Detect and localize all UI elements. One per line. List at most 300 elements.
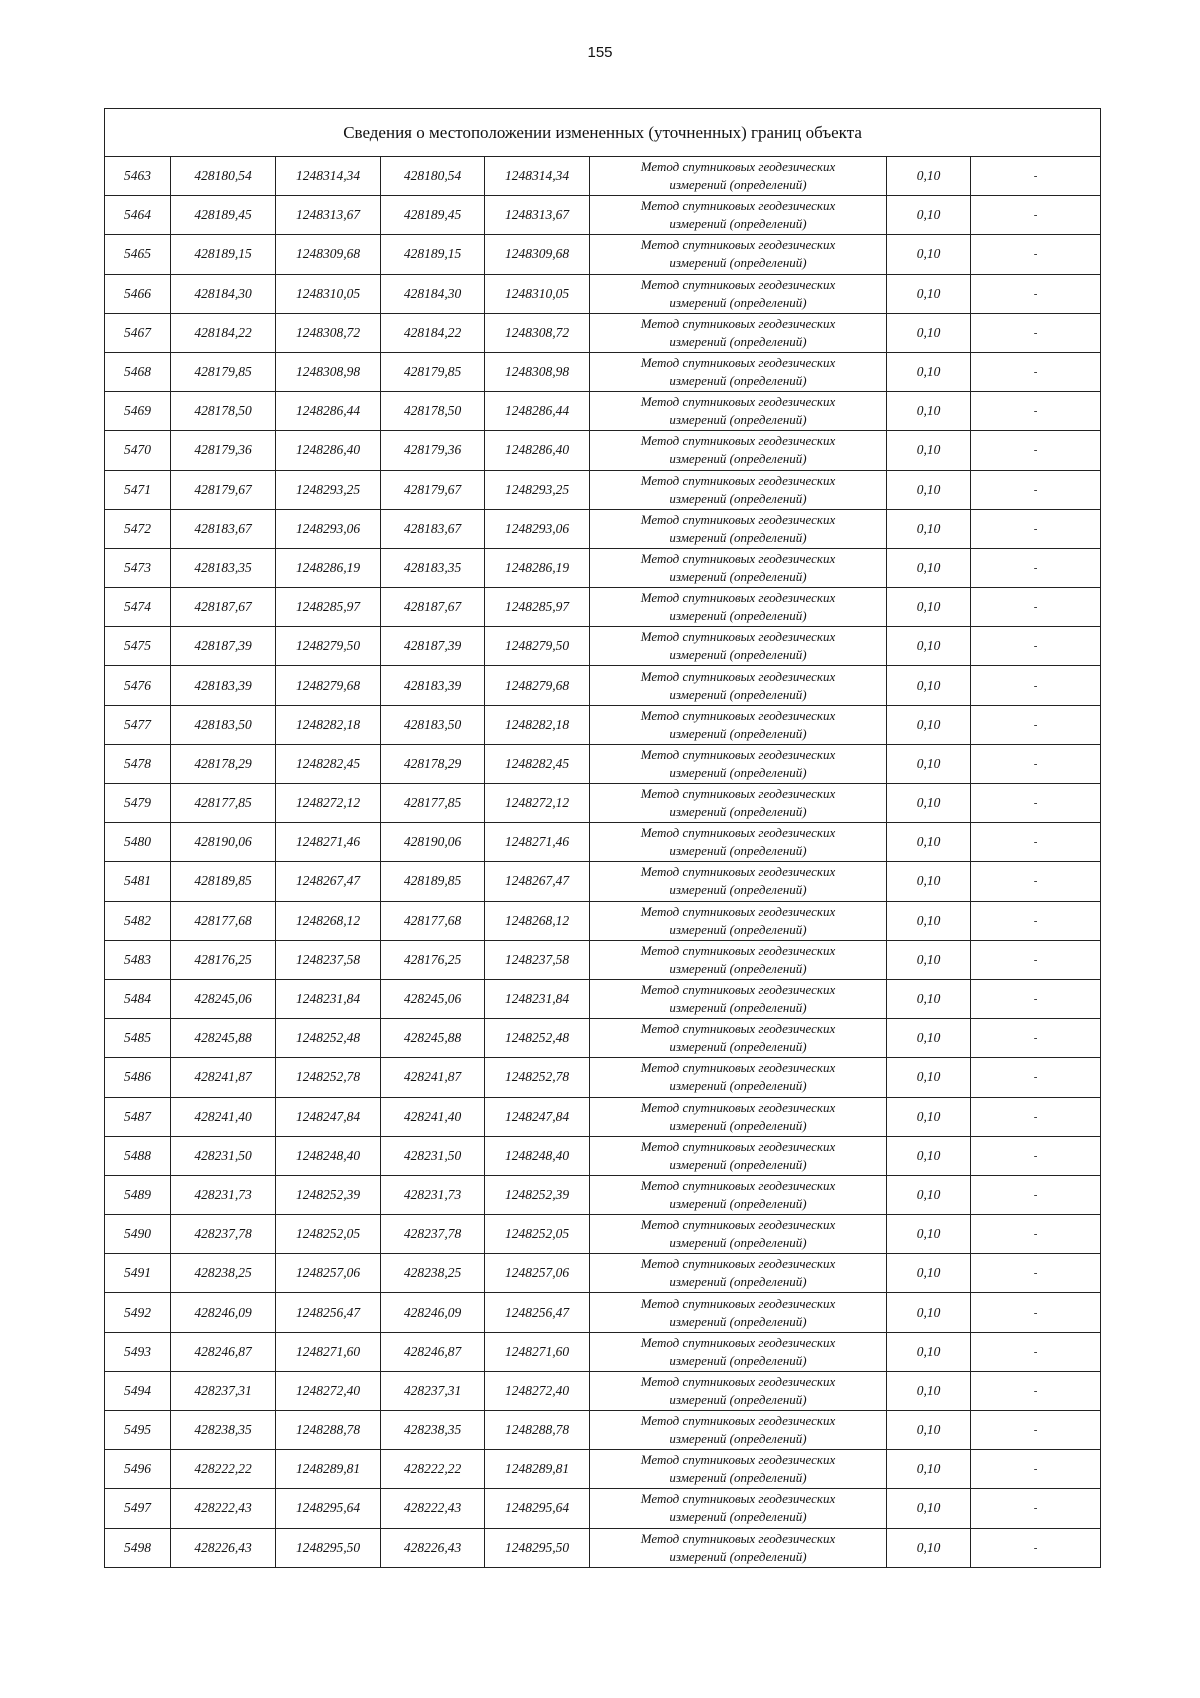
method-cell [590, 901, 887, 940]
existing-y-cell: 1248231,84 [276, 979, 381, 1018]
method-line-1: Метод спутниковых геодезических [640, 825, 836, 841]
refined-x-cell: 428178,50 [381, 392, 485, 431]
method-line-1: Метод спутниковых геодезических [640, 1530, 836, 1546]
note-cell: - [971, 979, 1101, 1018]
existing-x-cell: 428245,88 [171, 1019, 276, 1058]
refined-x-cell: 428179,85 [381, 352, 485, 391]
method-line-1: Метод спутниковых геодезических [640, 707, 836, 723]
table-row [105, 705, 1101, 744]
method-cell [590, 235, 887, 274]
method-line-1: Метод спутниковых геодезических [640, 1217, 836, 1233]
existing-y-cell: 1248293,25 [276, 470, 381, 509]
method-line-2: измерений (определений) [669, 1391, 807, 1407]
table-title: Сведения о местоположении измененных (уточненных) границ объекта [105, 109, 1101, 157]
refined-y-cell: 1248252,48 [485, 1019, 590, 1058]
refined-x-cell: 428222,22 [381, 1450, 485, 1489]
point-number-cell: 5470 [105, 431, 171, 470]
existing-x-cell: 428222,22 [171, 1450, 276, 1489]
existing-y-cell: 1248309,68 [276, 235, 381, 274]
method-cell [590, 470, 887, 509]
accuracy-cell: 0,10 [887, 235, 971, 274]
method-cell [590, 274, 887, 313]
note-cell: - [971, 1450, 1101, 1489]
table-row [105, 1528, 1101, 1567]
note-cell: - [971, 235, 1101, 274]
table-row [105, 1175, 1101, 1214]
table-row [105, 901, 1101, 940]
refined-y-cell: 1248288,78 [485, 1411, 590, 1450]
table-row [105, 1254, 1101, 1293]
existing-y-cell: 1248295,64 [276, 1489, 381, 1528]
existing-x-cell: 428177,85 [171, 784, 276, 823]
method-cell [590, 1058, 887, 1097]
existing-y-cell: 1248247,84 [276, 1097, 381, 1136]
note-cell: - [971, 784, 1101, 823]
method-cell [590, 588, 887, 627]
existing-x-cell: 428178,29 [171, 744, 276, 783]
method-cell [590, 196, 887, 235]
refined-y-cell: 1248271,46 [485, 823, 590, 862]
refined-x-cell: 428177,85 [381, 784, 485, 823]
method-line-1: Метод спутниковых геодезических [640, 550, 836, 566]
method-cell [590, 1293, 887, 1332]
existing-x-cell: 428183,39 [171, 666, 276, 705]
existing-y-cell: 1248279,50 [276, 627, 381, 666]
refined-y-cell: 1248252,78 [485, 1058, 590, 1097]
table-row [105, 1371, 1101, 1410]
point-number-cell: 5493 [105, 1332, 171, 1371]
note-cell: - [971, 1136, 1101, 1175]
method-line-2: измерений (определений) [669, 294, 807, 310]
refined-x-cell: 428245,06 [381, 979, 485, 1018]
refined-x-cell: 428179,36 [381, 431, 485, 470]
note-cell: - [971, 157, 1101, 196]
method-line-2: измерений (определений) [669, 1548, 807, 1564]
method-cell [590, 744, 887, 783]
method-cell [590, 1097, 887, 1136]
point-number-cell: 5466 [105, 274, 171, 313]
method-cell [590, 1175, 887, 1214]
refined-x-cell: 428245,88 [381, 1019, 485, 1058]
refined-y-cell: 1248286,44 [485, 392, 590, 431]
method-line-1: Метод спутниковых геодезических [640, 1138, 836, 1154]
existing-y-cell: 1248308,72 [276, 313, 381, 352]
method-line-1: Метод спутниковых геодезических [640, 1491, 836, 1507]
existing-y-cell: 1248308,98 [276, 352, 381, 391]
note-cell: - [971, 823, 1101, 862]
refined-y-cell: 1248279,68 [485, 666, 590, 705]
refined-y-cell: 1248286,40 [485, 431, 590, 470]
existing-x-cell: 428183,35 [171, 548, 276, 587]
table-row [105, 1489, 1101, 1528]
note-cell: - [971, 862, 1101, 901]
method-cell [590, 1528, 887, 1567]
existing-y-cell: 1248272,12 [276, 784, 381, 823]
method-line-2: измерений (определений) [669, 333, 807, 349]
method-line-1: Метод спутниковых геодезических [640, 1256, 836, 1272]
method-line-1: Метод спутниковых геодезических [640, 472, 836, 488]
method-line-2: измерений (определений) [669, 255, 807, 271]
method-line-2: измерений (определений) [669, 960, 807, 976]
existing-y-cell: 1248257,06 [276, 1254, 381, 1293]
existing-x-cell: 428222,43 [171, 1489, 276, 1528]
refined-y-cell: 1248272,12 [485, 784, 590, 823]
refined-x-cell: 428177,68 [381, 901, 485, 940]
method-line-1: Метод спутниковых геодезических [640, 198, 836, 214]
refined-y-cell: 1248314,34 [485, 157, 590, 196]
existing-y-cell: 1248268,12 [276, 901, 381, 940]
boundary-table-container [104, 108, 1100, 1568]
refined-x-cell: 428238,35 [381, 1411, 485, 1450]
refined-y-cell: 1248248,40 [485, 1136, 590, 1175]
existing-x-cell: 428176,25 [171, 940, 276, 979]
method-line-2: измерений (определений) [669, 177, 807, 193]
note-cell: - [971, 705, 1101, 744]
table-row [105, 744, 1101, 783]
table-body [105, 157, 1101, 1568]
note-cell: - [971, 1528, 1101, 1567]
existing-y-cell: 1248252,39 [276, 1175, 381, 1214]
method-cell [590, 1215, 887, 1254]
table-row [105, 509, 1101, 548]
point-number-cell: 5482 [105, 901, 171, 940]
accuracy-cell: 0,10 [887, 1215, 971, 1254]
accuracy-cell: 0,10 [887, 744, 971, 783]
point-number-cell: 5498 [105, 1528, 171, 1567]
method-cell [590, 705, 887, 744]
table-row [105, 1411, 1101, 1450]
existing-y-cell: 1248314,34 [276, 157, 381, 196]
note-cell: - [971, 744, 1101, 783]
accuracy-cell: 0,10 [887, 1097, 971, 1136]
refined-y-cell: 1248282,45 [485, 744, 590, 783]
table-title-row [105, 109, 1101, 157]
existing-x-cell: 428178,50 [171, 392, 276, 431]
method-line-2: измерений (определений) [669, 1039, 807, 1055]
note-cell: - [971, 274, 1101, 313]
boundary-coordinates-table [104, 108, 1101, 1568]
table-row [105, 940, 1101, 979]
note-cell: - [971, 627, 1101, 666]
point-number-cell: 5478 [105, 744, 171, 783]
refined-x-cell: 428183,67 [381, 509, 485, 548]
existing-x-cell: 428238,25 [171, 1254, 276, 1293]
point-number-cell: 5487 [105, 1097, 171, 1136]
table-row [105, 823, 1101, 862]
method-line-1: Метод спутниковых геодезических [640, 942, 836, 958]
method-cell [590, 1489, 887, 1528]
accuracy-cell: 0,10 [887, 352, 971, 391]
refined-y-cell: 1248309,68 [485, 235, 590, 274]
refined-y-cell: 1248268,12 [485, 901, 590, 940]
refined-y-cell: 1248257,06 [485, 1254, 590, 1293]
existing-y-cell: 1248248,40 [276, 1136, 381, 1175]
refined-y-cell: 1248293,25 [485, 470, 590, 509]
refined-x-cell: 428179,67 [381, 470, 485, 509]
refined-y-cell: 1248295,64 [485, 1489, 590, 1528]
existing-x-cell: 428231,73 [171, 1175, 276, 1214]
method-line-1: Метод спутниковых геодезических [640, 237, 836, 253]
existing-x-cell: 428190,06 [171, 823, 276, 862]
method-cell [590, 979, 887, 1018]
refined-x-cell: 428231,50 [381, 1136, 485, 1175]
note-cell: - [971, 509, 1101, 548]
accuracy-cell: 0,10 [887, 588, 971, 627]
existing-y-cell: 1248313,67 [276, 196, 381, 235]
table-row [105, 1097, 1101, 1136]
accuracy-cell: 0,10 [887, 1058, 971, 1097]
existing-x-cell: 428189,15 [171, 235, 276, 274]
accuracy-cell: 0,10 [887, 1528, 971, 1567]
note-cell: - [971, 1332, 1101, 1371]
accuracy-cell: 0,10 [887, 1371, 971, 1410]
point-number-cell: 5472 [105, 509, 171, 548]
point-number-cell: 5497 [105, 1489, 171, 1528]
refined-x-cell: 428183,50 [381, 705, 485, 744]
point-number-cell: 5477 [105, 705, 171, 744]
refined-y-cell: 1248256,47 [485, 1293, 590, 1332]
note-cell: - [971, 313, 1101, 352]
refined-y-cell: 1248289,81 [485, 1450, 590, 1489]
method-line-2: измерений (определений) [669, 373, 807, 389]
note-cell: - [971, 1215, 1101, 1254]
existing-x-cell: 428189,85 [171, 862, 276, 901]
method-line-1: Метод спутниковых геодезических [640, 590, 836, 606]
existing-x-cell: 428237,31 [171, 1371, 276, 1410]
method-line-1: Метод спутниковых геодезических [640, 1177, 836, 1193]
accuracy-cell: 0,10 [887, 1019, 971, 1058]
method-line-2: измерений (определений) [669, 647, 807, 663]
refined-y-cell: 1248282,18 [485, 705, 590, 744]
method-line-1: Метод спутниковых геодезических [640, 982, 836, 998]
existing-x-cell: 428179,85 [171, 352, 276, 391]
method-line-1: Метод спутниковых геодезических [640, 1334, 836, 1350]
refined-x-cell: 428189,85 [381, 862, 485, 901]
method-line-2: измерений (определений) [669, 843, 807, 859]
refined-x-cell: 428238,25 [381, 1254, 485, 1293]
table-row [105, 157, 1101, 196]
refined-y-cell: 1248279,50 [485, 627, 590, 666]
method-line-2: измерений (определений) [669, 804, 807, 820]
refined-y-cell: 1248247,84 [485, 1097, 590, 1136]
existing-x-cell: 428179,67 [171, 470, 276, 509]
method-line-2: измерений (определений) [669, 490, 807, 506]
table-row [105, 1215, 1101, 1254]
method-line-1: Метод спутниковых геодезических [640, 276, 836, 292]
existing-y-cell: 1248293,06 [276, 509, 381, 548]
existing-x-cell: 428183,67 [171, 509, 276, 548]
existing-x-cell: 428187,67 [171, 588, 276, 627]
accuracy-cell: 0,10 [887, 1175, 971, 1214]
existing-x-cell: 428231,50 [171, 1136, 276, 1175]
refined-x-cell: 428231,73 [381, 1175, 485, 1214]
method-line-2: измерений (определений) [669, 451, 807, 467]
refined-x-cell: 428190,06 [381, 823, 485, 862]
existing-y-cell: 1248256,47 [276, 1293, 381, 1332]
method-line-1: Метод спутниковых геодезических [640, 1373, 836, 1389]
method-cell [590, 1254, 887, 1293]
note-cell: - [971, 588, 1101, 627]
existing-x-cell: 428189,45 [171, 196, 276, 235]
existing-x-cell: 428246,87 [171, 1332, 276, 1371]
refined-y-cell: 1248313,67 [485, 196, 590, 235]
note-cell: - [971, 666, 1101, 705]
method-cell [590, 784, 887, 823]
method-cell [590, 1371, 887, 1410]
page-number: 155 [587, 44, 613, 61]
accuracy-cell: 0,10 [887, 509, 971, 548]
accuracy-cell: 0,10 [887, 392, 971, 431]
table-row [105, 235, 1101, 274]
note-cell: - [971, 548, 1101, 587]
refined-y-cell: 1248285,97 [485, 588, 590, 627]
table-row [105, 1058, 1101, 1097]
existing-y-cell: 1248286,44 [276, 392, 381, 431]
table-row [105, 588, 1101, 627]
method-line-2: измерений (определений) [669, 1156, 807, 1172]
refined-y-cell: 1248267,47 [485, 862, 590, 901]
method-line-2: измерений (определений) [669, 725, 807, 741]
refined-x-cell: 428187,39 [381, 627, 485, 666]
point-number-cell: 5465 [105, 235, 171, 274]
table-row [105, 862, 1101, 901]
refined-y-cell: 1248308,72 [485, 313, 590, 352]
accuracy-cell: 0,10 [887, 1450, 971, 1489]
existing-x-cell: 428187,39 [171, 627, 276, 666]
point-number-cell: 5483 [105, 940, 171, 979]
point-number-cell: 5484 [105, 979, 171, 1018]
accuracy-cell: 0,10 [887, 313, 971, 352]
accuracy-cell: 0,10 [887, 627, 971, 666]
method-line-2: измерений (определений) [669, 686, 807, 702]
method-line-1: Метод спутниковых геодезических [640, 1021, 836, 1037]
accuracy-cell: 0,10 [887, 548, 971, 587]
table-row [105, 784, 1101, 823]
method-cell [590, 1332, 887, 1371]
point-number-cell: 5471 [105, 470, 171, 509]
method-line-2: измерений (определений) [669, 608, 807, 624]
point-number-cell: 5468 [105, 352, 171, 391]
method-line-2: измерений (определений) [669, 882, 807, 898]
method-line-1: Метод спутниковых геодезических [640, 746, 836, 762]
table-row [105, 979, 1101, 1018]
method-cell [590, 862, 887, 901]
table-row [105, 548, 1101, 587]
method-cell [590, 352, 887, 391]
note-cell: - [971, 470, 1101, 509]
existing-x-cell: 428226,43 [171, 1528, 276, 1567]
method-line-1: Метод спутниковых геодезических [640, 159, 836, 175]
existing-y-cell: 1248282,45 [276, 744, 381, 783]
refined-y-cell: 1248231,84 [485, 979, 590, 1018]
refined-x-cell: 428241,87 [381, 1058, 485, 1097]
existing-y-cell: 1248310,05 [276, 274, 381, 313]
method-line-2: измерений (определений) [669, 568, 807, 584]
point-number-cell: 5491 [105, 1254, 171, 1293]
point-number-cell: 5480 [105, 823, 171, 862]
point-number-cell: 5479 [105, 784, 171, 823]
accuracy-cell: 0,10 [887, 1136, 971, 1175]
existing-x-cell: 428183,50 [171, 705, 276, 744]
refined-y-cell: 1248308,98 [485, 352, 590, 391]
refined-x-cell: 428189,15 [381, 235, 485, 274]
note-cell: - [971, 940, 1101, 979]
accuracy-cell: 0,10 [887, 431, 971, 470]
method-cell [590, 1411, 887, 1450]
point-number-cell: 5496 [105, 1450, 171, 1489]
existing-x-cell: 428184,22 [171, 313, 276, 352]
note-cell: - [971, 1371, 1101, 1410]
note-cell: - [971, 901, 1101, 940]
note-cell: - [971, 1175, 1101, 1214]
refined-y-cell: 1248272,40 [485, 1371, 590, 1410]
method-line-2: измерений (определений) [669, 1313, 807, 1329]
method-cell [590, 431, 887, 470]
existing-y-cell: 1248282,18 [276, 705, 381, 744]
table-row [105, 1332, 1101, 1371]
refined-y-cell: 1248293,06 [485, 509, 590, 548]
method-cell [590, 313, 887, 352]
method-line-2: измерений (определений) [669, 1431, 807, 1447]
point-number-cell: 5473 [105, 548, 171, 587]
method-line-2: измерений (определений) [669, 1235, 807, 1251]
method-cell [590, 823, 887, 862]
accuracy-cell: 0,10 [887, 157, 971, 196]
method-cell [590, 548, 887, 587]
table-row [105, 431, 1101, 470]
refined-y-cell: 1248310,05 [485, 274, 590, 313]
table-row [105, 313, 1101, 352]
refined-y-cell: 1248252,05 [485, 1215, 590, 1254]
method-line-2: измерений (определений) [669, 1352, 807, 1368]
refined-x-cell: 428237,31 [381, 1371, 485, 1410]
refined-y-cell: 1248252,39 [485, 1175, 590, 1214]
refined-x-cell: 428226,43 [381, 1528, 485, 1567]
existing-y-cell: 1248285,97 [276, 588, 381, 627]
point-number-cell: 5476 [105, 666, 171, 705]
existing-y-cell: 1248267,47 [276, 862, 381, 901]
refined-x-cell: 428180,54 [381, 157, 485, 196]
method-line-2: измерений (определений) [669, 1000, 807, 1016]
method-line-1: Метод спутниковых геодезических [640, 394, 836, 410]
method-line-1: Метод спутниковых геодезических [640, 629, 836, 645]
note-cell: - [971, 1489, 1101, 1528]
existing-x-cell: 428179,36 [171, 431, 276, 470]
table-row [105, 196, 1101, 235]
refined-x-cell: 428237,78 [381, 1215, 485, 1254]
method-line-2: измерений (определений) [669, 921, 807, 937]
existing-x-cell: 428241,87 [171, 1058, 276, 1097]
refined-x-cell: 428184,22 [381, 313, 485, 352]
accuracy-cell: 0,10 [887, 979, 971, 1018]
method-cell [590, 940, 887, 979]
method-line-1: Метод спутниковых геодезических [640, 1099, 836, 1115]
refined-y-cell: 1248286,19 [485, 548, 590, 587]
existing-y-cell: 1248252,05 [276, 1215, 381, 1254]
accuracy-cell: 0,10 [887, 784, 971, 823]
method-line-1: Метод спутниковых геодезических [640, 1295, 836, 1311]
table-row [105, 1019, 1101, 1058]
existing-y-cell: 1248288,78 [276, 1411, 381, 1450]
point-number-cell: 5486 [105, 1058, 171, 1097]
point-number-cell: 5488 [105, 1136, 171, 1175]
table-row [105, 1136, 1101, 1175]
existing-x-cell: 428184,30 [171, 274, 276, 313]
method-cell [590, 666, 887, 705]
method-cell [590, 392, 887, 431]
existing-x-cell: 428237,78 [171, 1215, 276, 1254]
method-line-1: Метод спутниковых геодезических [640, 864, 836, 880]
